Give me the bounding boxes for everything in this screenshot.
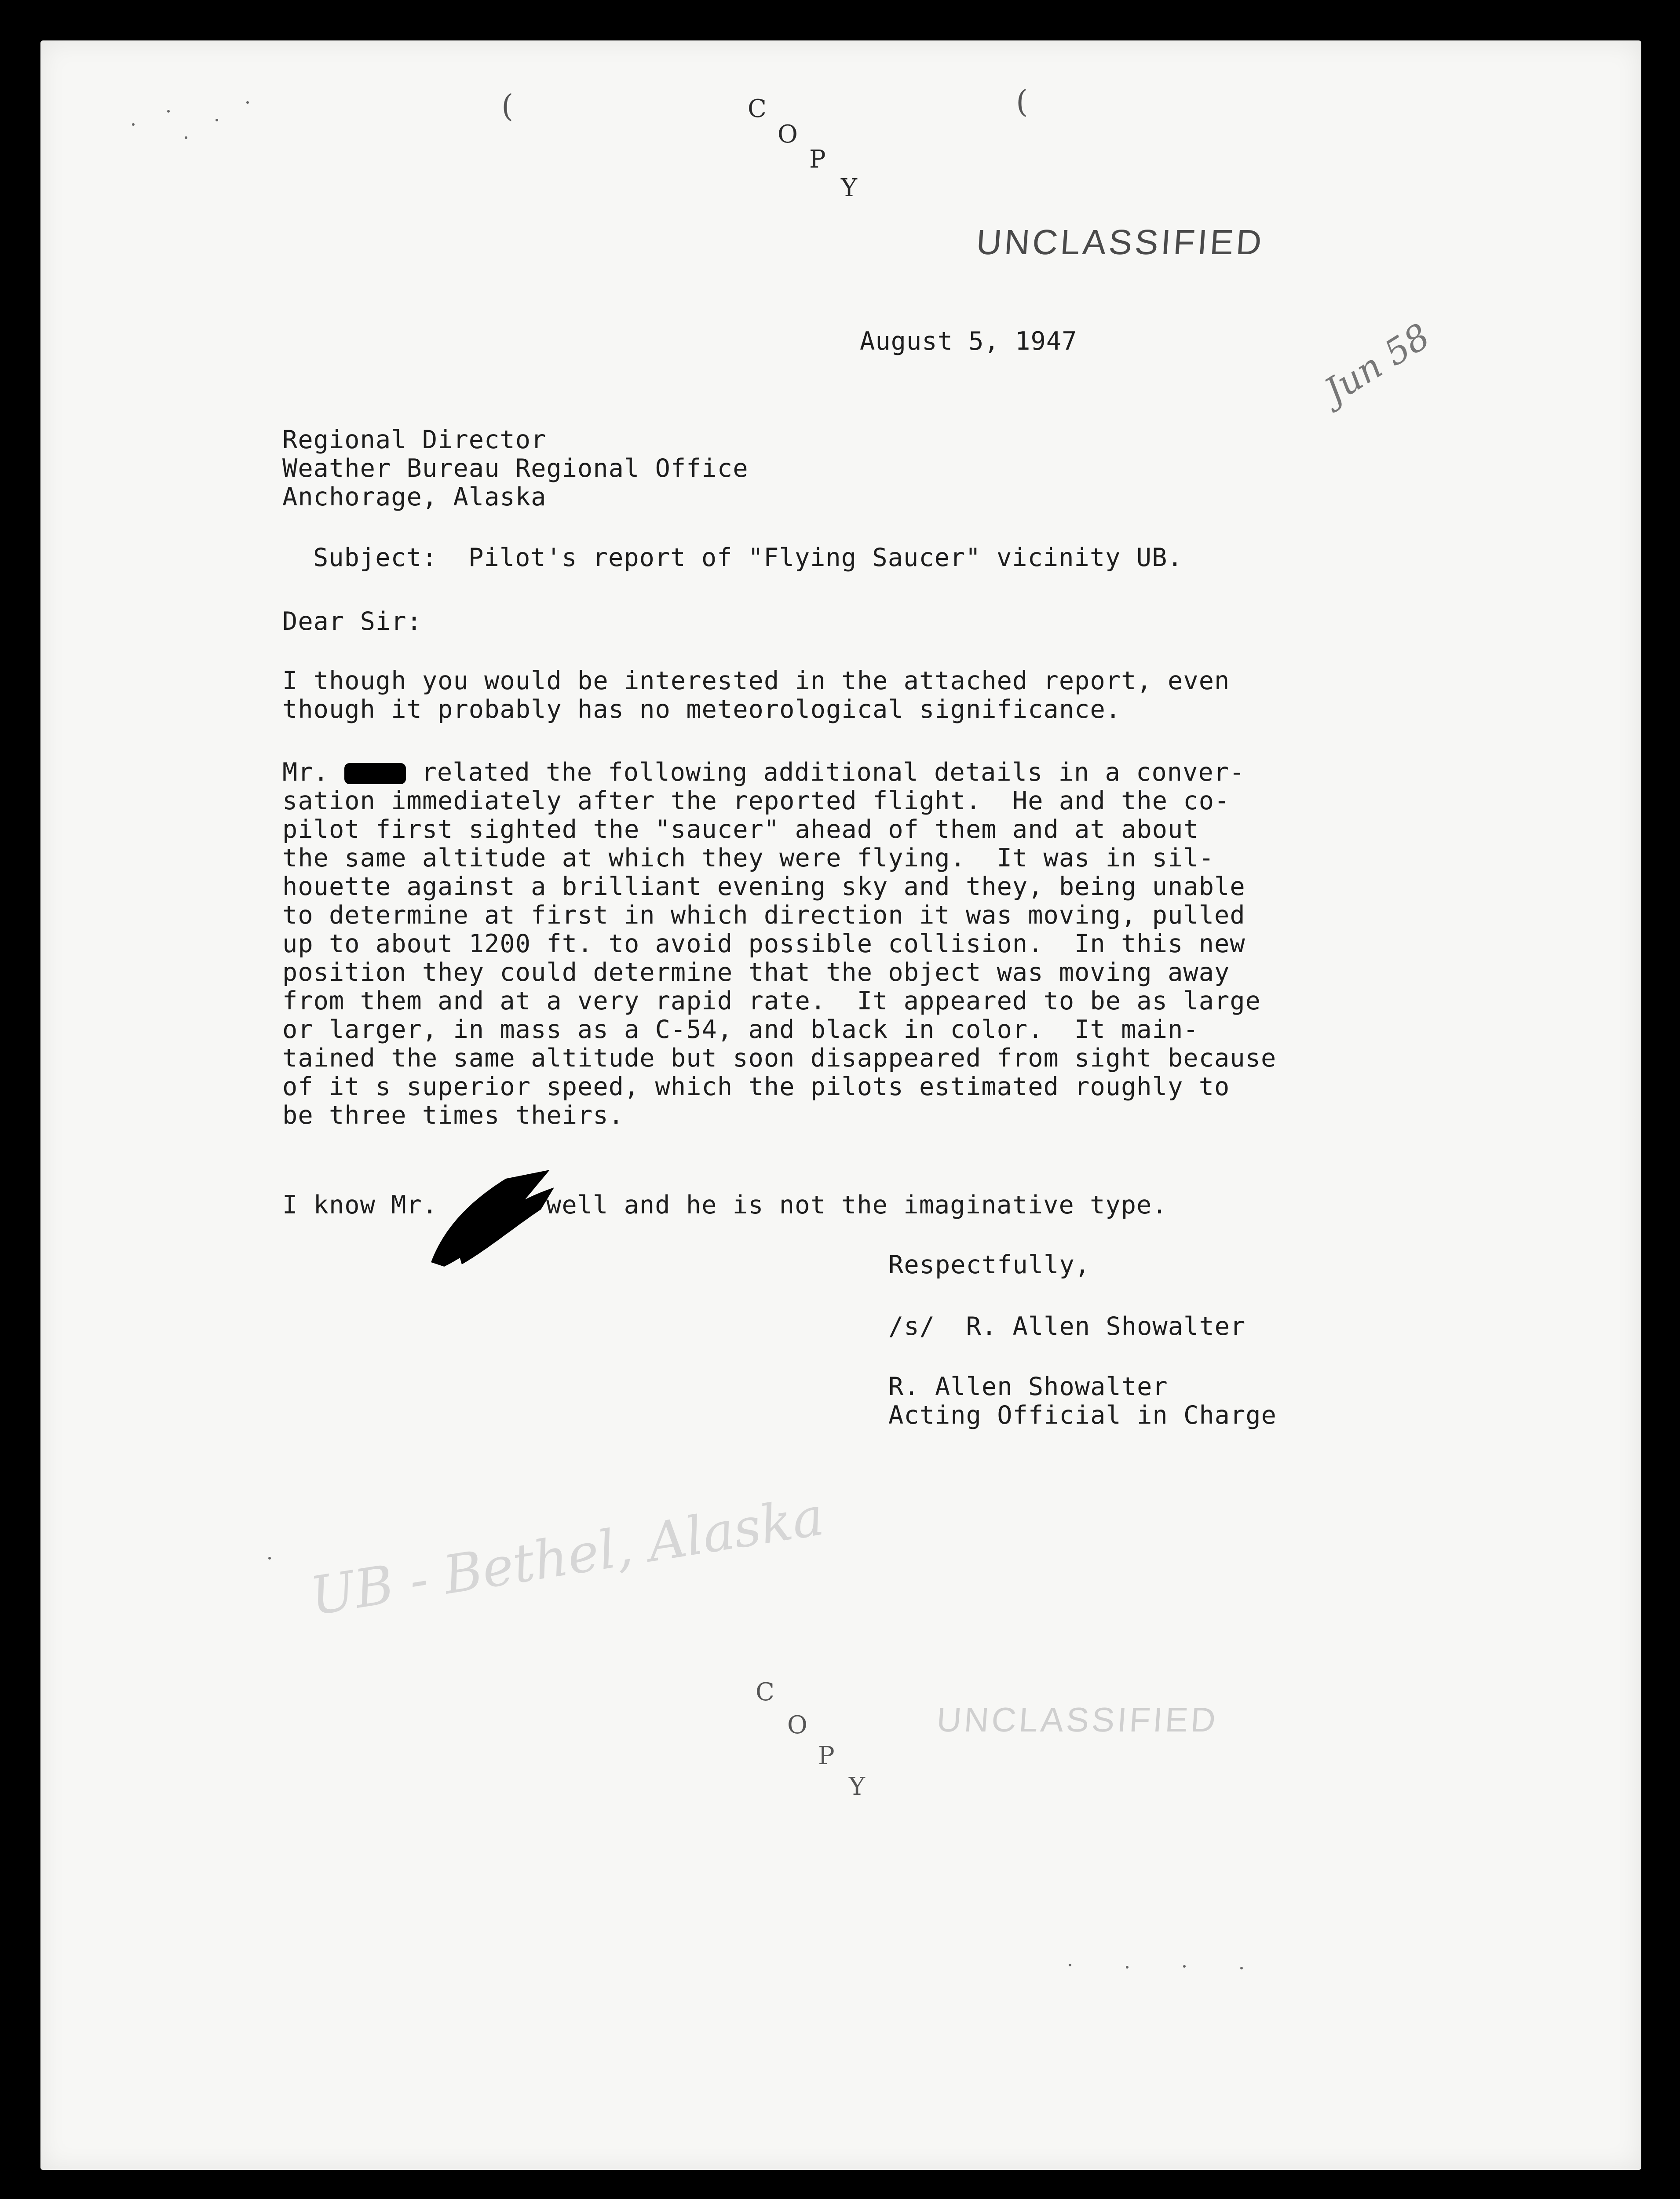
classification-stamp: UNCLASSIFIED [975, 223, 1266, 262]
stray-mark: ( [501, 88, 514, 124]
speck [268, 1557, 271, 1560]
salutation: Dear Sir: [282, 607, 422, 636]
handwritten-note: UB - Bethel, Alaska [306, 1486, 828, 1628]
paragraph-3-start: I know Mr. [282, 1191, 453, 1220]
speck [246, 101, 249, 104]
paragraph-3-end: well and he is not the imaginative type. [546, 1191, 1168, 1220]
copy-letter-y: Y [841, 174, 857, 202]
signer-title: Acting Official in Charge [888, 1401, 1277, 1430]
address-line-2: Weather Bureau Regional Office [282, 454, 749, 483]
paragraph-2-line: of it s superior speed, which the pilots estimated roughly to [282, 1072, 1230, 1101]
paragraph-2-line: to determine at first in which direction it was moving, pulled [282, 901, 1245, 930]
speck [1126, 1966, 1129, 1969]
paragraph-2-line [282, 760, 1245, 785]
address-line-3: Anchorage, Alaska [282, 482, 547, 511]
address-line-1: Regional Director [282, 425, 547, 454]
paragraph-1-line: though it probably has no meteorological significance. [282, 695, 1121, 724]
paragraph-2-line: tained the same altitude but soon disappeared from sight because [282, 1044, 1277, 1073]
paragraph-2-line: from them and at a very rapid rate. It appeared to be as large [282, 986, 1261, 1015]
copy-letter-y: Y [849, 1772, 865, 1801]
speck [1069, 1964, 1071, 1966]
speck [215, 119, 218, 121]
paragraph-2-line: position they could determine that the object was moving away [282, 958, 1230, 987]
paragraph-2-line: up to about 1200 ft. to avoid possible collision. In this new [282, 929, 1245, 958]
paragraph-2-line: pilot first sighted the "saucer" ahead of them and at about [282, 815, 1199, 844]
paragraph-1-line: I though you would be interested in the attached report, even [282, 666, 1230, 695]
margin-note: Jun 58 [1317, 315, 1437, 412]
paragraph-2-line-start: Mr. [282, 758, 345, 787]
stray-mark: ( [1016, 84, 1028, 120]
paragraph-2-line: the same altitude at which they were flying. It was in sil- [282, 844, 1215, 873]
copy-letter-o: O [787, 1711, 807, 1739]
paragraph-2-line: or larger, in mass as a C-54, and black in color. It main- [282, 1015, 1199, 1044]
speck [132, 123, 135, 126]
copy-letter-o: O [778, 120, 798, 149]
speck [185, 136, 187, 139]
valediction: Respectfully, [888, 1250, 1091, 1279]
copy-letter-p: P [818, 1742, 835, 1770]
copy-letter-p: P [809, 145, 826, 174]
speck [167, 110, 170, 113]
paragraph-2-line-end: related the following additional details in a conver- [406, 758, 1245, 787]
redaction-mark [344, 763, 406, 784]
classification-stamp-faint: UNCLASSIFIED [935, 1700, 1220, 1739]
paragraph-2-line: houette against a brilliant evening sky and they, being unable [282, 872, 1245, 901]
redaction-scribble [418, 1161, 563, 1271]
paragraph-2-line: sation immediately after the reported flight. He and the co- [282, 786, 1230, 815]
copy-letter-c: C [748, 95, 767, 123]
signer-name: R. Allen Showalter [888, 1372, 1168, 1401]
copy-letter-c: C [756, 1678, 774, 1706]
subject-line: Subject: Pilot's report of "Flying Saucer" vicinity UB. [313, 543, 1183, 572]
speck [1183, 1965, 1186, 1968]
speck [1240, 1967, 1243, 1969]
paragraph-2-line: be three times theirs. [282, 1101, 624, 1130]
signature-line: /s/ R. Allen Showalter [888, 1312, 1246, 1341]
letter-date: August 5, 1947 [860, 327, 1077, 356]
